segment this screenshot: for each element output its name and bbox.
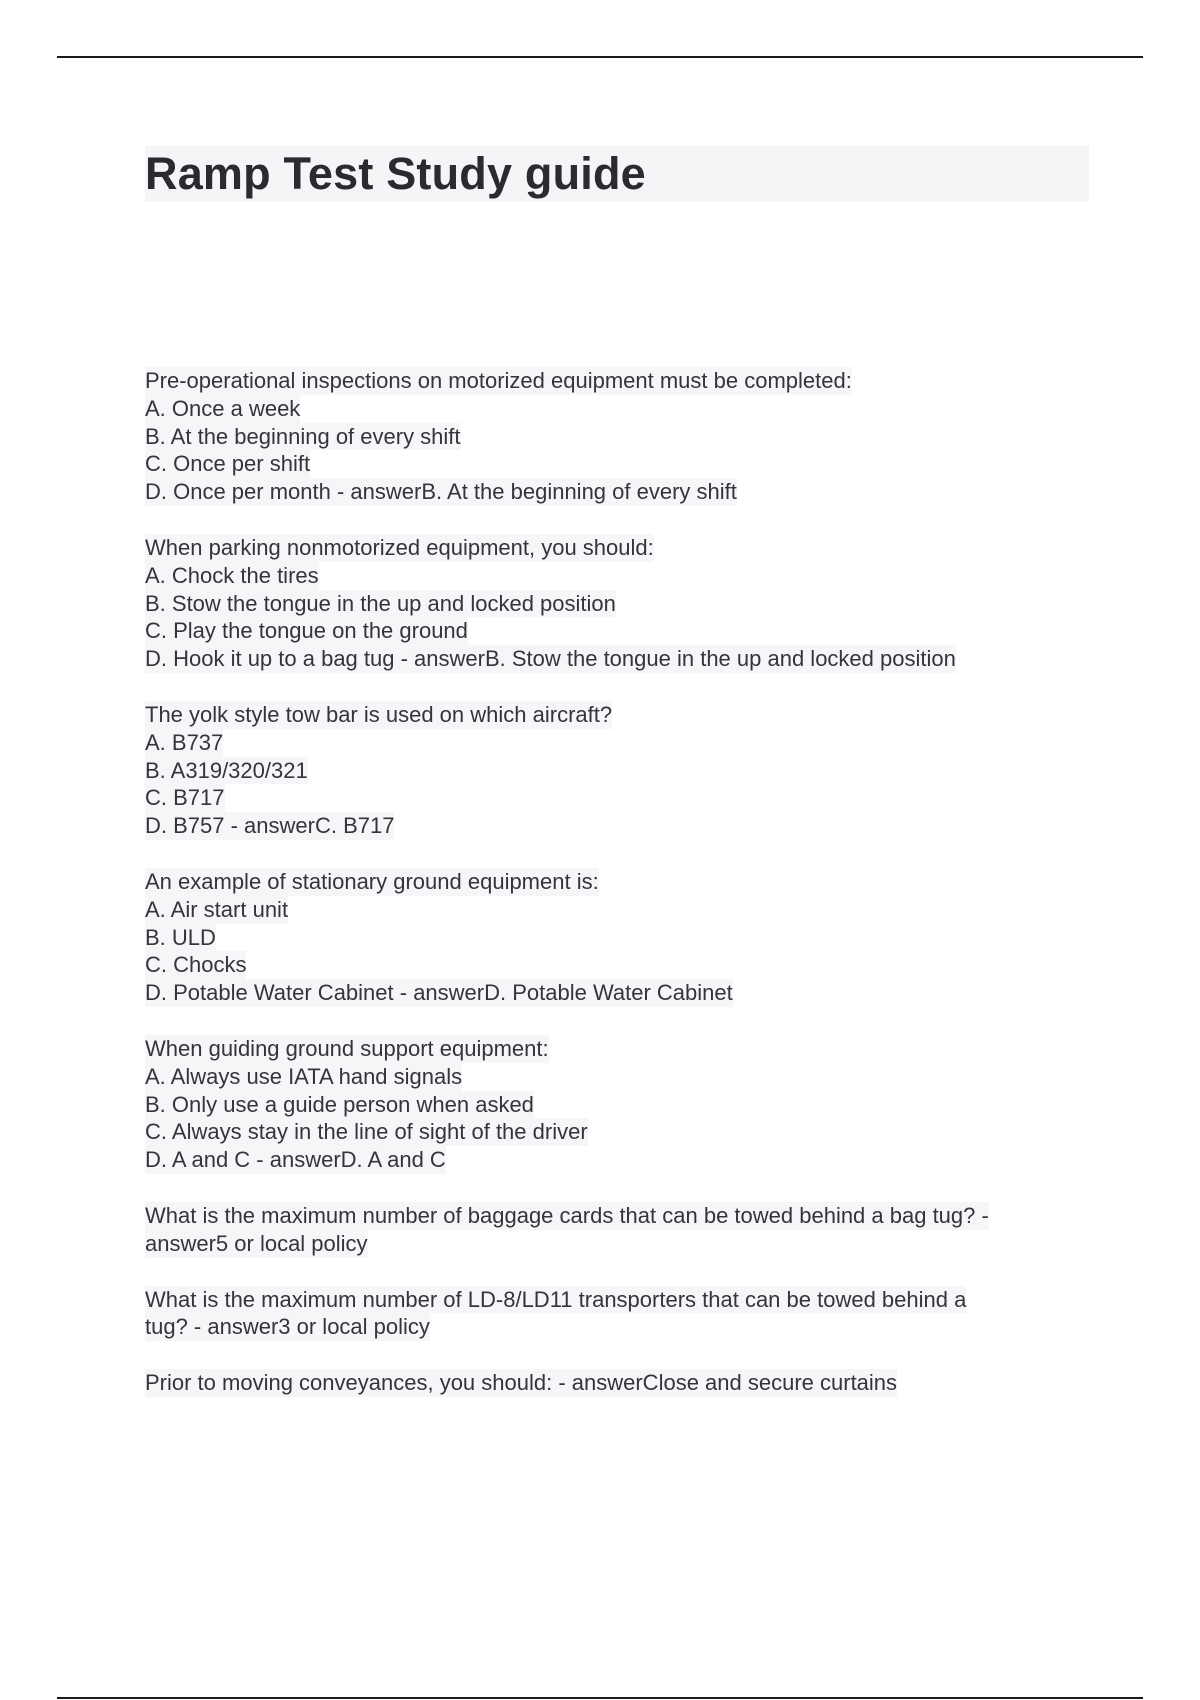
- answer-text: answer5 or local policy: [145, 1230, 368, 1256]
- question-text: Pre-operational inspections on motorized equipment must be completed:: [145, 368, 852, 393]
- question-block: [145, 367, 1095, 506]
- answer-option: C. Always stay in the line of sight of the driver: [145, 1119, 588, 1145]
- answer-option: C. Chocks: [145, 952, 247, 978]
- answer-option: B. At the beginning of every shift: [145, 423, 461, 449]
- question-text: What is the maximum number of baggage cards that can be towed behind a bag tug? -: [145, 1202, 989, 1228]
- answer-option: A. Chock the tires: [145, 562, 319, 588]
- answer-option: B. ULD: [145, 924, 216, 950]
- answer-option: A. Once a week: [145, 395, 301, 421]
- top-divider: [57, 56, 1143, 58]
- page-title: Ramp Test Study guide: [145, 148, 646, 199]
- answer-option-with-answer: D. Once per month - answerB. At the beginning of every shift: [145, 479, 737, 505]
- bottom-divider: [57, 1697, 1143, 1699]
- question-block: [145, 1286, 1095, 1342]
- answer-option: B. Only use a guide person when asked: [145, 1091, 534, 1117]
- title-banner: [145, 146, 1089, 202]
- question-text: What is the maximum number of LD-8/LD11 transporters that can be towed behind a: [145, 1286, 967, 1312]
- question-text: The yolk style tow bar is used on which aircraft?: [145, 701, 613, 727]
- answer-option: A. B737: [145, 729, 224, 755]
- question-text: When parking nonmotorized equipment, you should:: [145, 534, 654, 560]
- answer-option: B. A319/320/321: [145, 757, 308, 783]
- answer-option: C. B717: [145, 785, 225, 811]
- question-text: An example of stationary ground equipment is:: [145, 868, 599, 894]
- answer-option-with-answer: D. Potable Water Cabinet - answerD. Potable Water Cabinet: [145, 980, 733, 1006]
- answer-option: A. Always use IATA hand signals: [145, 1063, 463, 1089]
- answer-text: tug? - answer3 or local policy: [145, 1314, 430, 1340]
- answer-option: C. Play the tongue on the ground: [145, 618, 468, 644]
- question-text: When guiding ground support equipment:: [145, 1035, 549, 1061]
- question-block: [145, 701, 1095, 840]
- question-block: [145, 1369, 1095, 1397]
- answer-option-with-answer: D. B757 - answerC. B717: [145, 813, 395, 839]
- question-block: [145, 868, 1095, 1007]
- question-block: [145, 1202, 1095, 1258]
- answer-option-with-answer: D. Hook it up to a bag tug - answerB. Stow the tongue in the up and locked position: [145, 646, 956, 672]
- answer-option: B. Stow the tongue in the up and locked position: [145, 590, 616, 616]
- answer-option: C. Once per shift: [145, 451, 311, 477]
- answer-option: A. Air start unit: [145, 896, 289, 922]
- question-with-answer: Prior to moving conveyances, you should: - answerClose and secure curtains: [145, 1370, 898, 1396]
- answer-option-with-answer: D. A and C - answerD. A and C: [145, 1147, 446, 1173]
- question-block: [145, 1035, 1095, 1174]
- study-guide-content: [145, 367, 1095, 1425]
- question-block: [145, 534, 1095, 673]
